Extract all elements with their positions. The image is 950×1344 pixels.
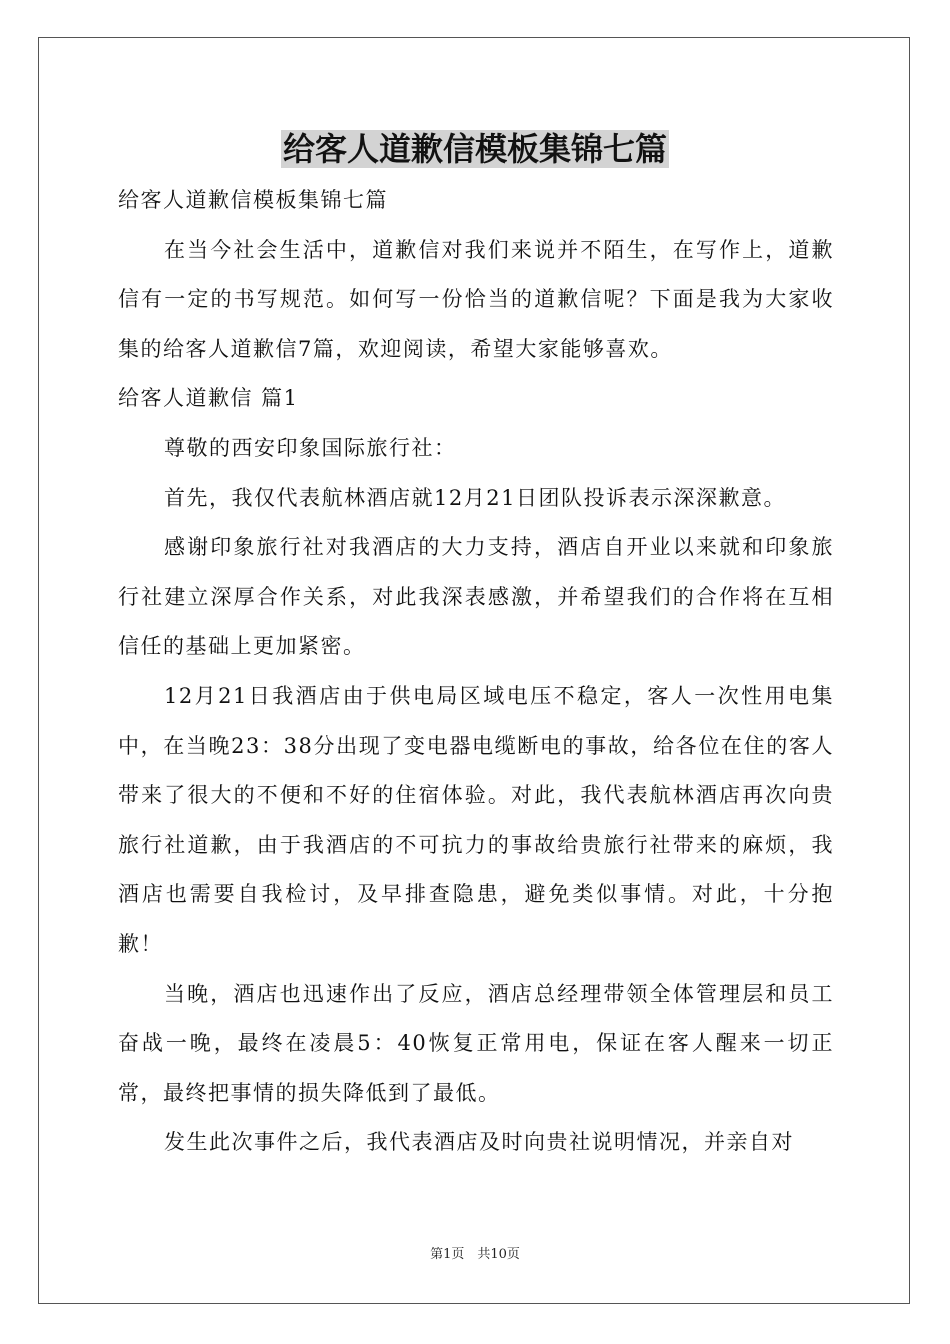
body-paragraph: 发生此次事件之后，我代表酒店及时向贵社说明情况，并亲自对 <box>164 1130 794 1155</box>
salutation-paragraph: 尊敬的西安印象国际旅行社： <box>164 435 457 460</box>
section-heading: 给客人道歉信 篇1 <box>118 386 299 411</box>
page-number-label: 第1页 共10页 <box>430 1247 520 1262</box>
body-paragraph: 当晚，酒店也迅速作出了反应，酒店总经理带领全体管理层和员工奋战一晚，最终在凌晨5：40恢复正常用电，保证在客人醒来一切正常，最终把事情的损失降低到了最低。 <box>118 981 834 1105</box>
body-paragraph: 感谢印象旅行社对我酒店的大力支持，酒店自开业以来就和印象旅行社建立深厚合作关系，对此我深表感激，并希望我们的合作将在互相信任的基础上更加紧密。 <box>118 535 834 659</box>
intro-paragraph: 在当今社会生活中，道歉信对我们来说并不陌生，在写作上，道歉信有一定的书写规范。如何写一份恰当的道歉信呢？下面是我为大家收集的给客人道歉信7篇，欢迎阅读，希望大家能够喜欢。 <box>118 237 834 361</box>
body-paragraph: 12月21日我酒店由于供电局区域电压不稳定，客人一次性用电集中，在当晚23：38分出现了变电器电缆断电的事故，给各位在住的客人带来了很大的不便和不好的住宿体验。对此，我代表航林酒店再次向贵旅行社道歉，由于我酒店的不可抗力的事故给贵旅行社带来的麻烦，我酒店也需要自我检讨，及早排查隐患，避免类似事情。对此，十分抱歉！ <box>118 683 834 956</box>
document-body <box>118 176 834 1168</box>
page-footer <box>0 1246 950 1264</box>
subtitle-paragraph: 给客人道歉信模板集锦七篇 <box>118 188 388 212</box>
document-title-text: 给客人道歉信模板集锦七篇 <box>282 130 667 168</box>
body-paragraph: 首先，我仅代表航林酒店就12月21日团队投诉表示深深歉意。 <box>164 485 786 510</box>
document-title <box>0 127 950 171</box>
